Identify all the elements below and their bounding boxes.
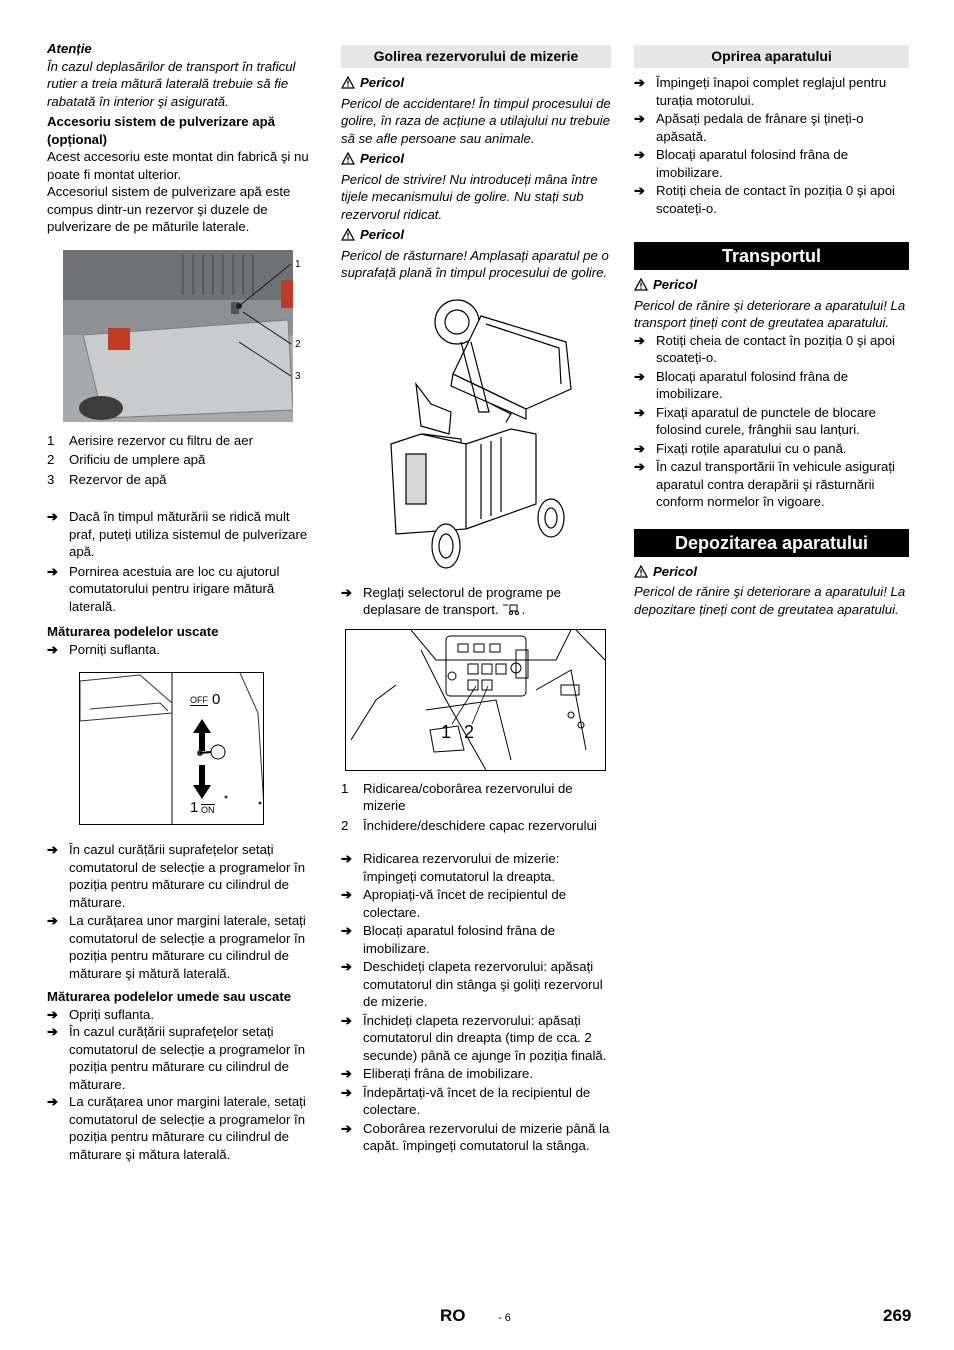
accessory-p1: Acest accesoriu este montat din fabrică şi nu poate fi montat ulterior. bbox=[47, 149, 309, 182]
callout-lines bbox=[63, 250, 323, 428]
arrow-icon: ➔ bbox=[634, 75, 645, 90]
arrow-icon: ➔ bbox=[47, 1024, 58, 1039]
caution-text: În cazul deplasărilor de transport în traficul rutier a treia mătură laterală trebuie să fie rabatată în interior şi asigurată. bbox=[47, 58, 296, 109]
arrow-icon: ➔ bbox=[341, 1120, 352, 1136]
arrow-icon: ➔ bbox=[341, 959, 352, 974]
panel-callout-1: 1 bbox=[441, 721, 452, 742]
step-item: ➔ Coborârea rezervorului de mizerie până la capăt. împingeți comutatorul la stânga. bbox=[341, 1120, 610, 1153]
control-panel-figure bbox=[345, 629, 606, 771]
section-header-transport: Transportul bbox=[634, 242, 909, 270]
arrow-icon: ➔ bbox=[47, 1006, 58, 1022]
danger-block: Pericol Pericol de răsturnare! Amplasați aparatul pe o suprafață plană în timpul procesului de golire. bbox=[341, 227, 609, 280]
step-item: ➔ Apropiați-vă încet de recipientul de colectare. bbox=[341, 887, 567, 920]
legend-list bbox=[47, 432, 319, 489]
step-item: ➔ Rotiți cheia de contact în poziția 0 şi apoi scoateți-o. bbox=[634, 332, 895, 365]
legend-item: 3 Rezervor de apă bbox=[47, 471, 167, 487]
accessory-p2: Accesoriul sistem de pulverizare apă este compus dintr-un rezervor şi duzele de pulverizare de pe măturile laterale. bbox=[47, 184, 291, 234]
danger-block: Pericol Pericol de rănire şi deteriorare a aparatului! La depozitare țineți cont de greutatea aparatului. bbox=[634, 563, 906, 617]
step-item: ➔ Pornirea acestuia are loc cu ajutorul comutatorului pentru irigare mătură laterală. bbox=[47, 563, 280, 614]
step-item: ➔ Eliberați frâna de imobilizare. bbox=[341, 1066, 534, 1081]
arrow-icon: ➔ bbox=[341, 923, 352, 938]
step-item: ➔ Rotiți cheia de contact în poziția 0 şi apoi scoateți-o. bbox=[634, 183, 895, 216]
footer-page-number: 269 bbox=[883, 1306, 912, 1325]
arrow-icon: ➔ bbox=[341, 1066, 352, 1081]
footer-language: RO bbox=[440, 1306, 466, 1325]
legend-list bbox=[341, 780, 611, 835]
arrow-icon: ➔ bbox=[341, 1084, 352, 1100]
step-item: ➔ Reglați selectorul de programe pe deplasare de transport. . bbox=[341, 584, 561, 617]
step-item: ➔ Fixați aparatul de punctele de blocare folosind curele, frânghii sau lanțuri. bbox=[634, 404, 876, 437]
arrow-icon: ➔ bbox=[47, 641, 58, 657]
callout-2: 2 bbox=[295, 338, 301, 350]
step-item: ➔ Împingeți înapoi complet reglajul pentru turația motorului. bbox=[634, 75, 887, 108]
arrow-icon: ➔ bbox=[634, 183, 645, 198]
legend-item: 1 Aerisire rezervor cu filtru de aer bbox=[47, 432, 253, 448]
step-item: ➔ Blocați aparatul folosind frâna de imobilizare. bbox=[634, 147, 849, 180]
dry-title: Măturarea podelelor uscate bbox=[47, 624, 219, 639]
step-item: ➔ Porniți suflanta. bbox=[47, 641, 160, 657]
blower-switch-figure bbox=[79, 672, 264, 825]
arrow-icon: ➔ bbox=[341, 584, 352, 600]
blower-switch-drawing bbox=[80, 673, 263, 824]
section-header-stopping: Oprirea aparatului bbox=[634, 45, 909, 68]
caution-title: Atenție bbox=[47, 41, 92, 56]
arrow-icon: ➔ bbox=[47, 842, 58, 857]
column-3 bbox=[634, 45, 909, 618]
step-item: ➔ În cazul curățării suprafețelor setați comutatorul de selecție a programelor în poziția pentru măturare cu cilindrul de măturare. bbox=[47, 1024, 306, 1092]
control-panel-drawing bbox=[346, 630, 605, 770]
step-item: ➔ Îndepărtați-vă încet de la recipientul de colectare. bbox=[341, 1084, 591, 1117]
column-1 bbox=[47, 40, 319, 1163]
section-header-emptying: Golirea rezervorului de mizerie bbox=[341, 45, 611, 68]
step-item: ➔ Dacă în timpul măturării se ridică mult praf, puteți utiliza sistemul de pulverizare apă. bbox=[47, 509, 308, 559]
switch-zero-label: 0 bbox=[212, 691, 221, 708]
warning-triangle-icon bbox=[341, 228, 355, 241]
accessory-title: Accesoriu sistem de pulverizare apă (opțional) bbox=[47, 114, 275, 147]
step-item: ➔ Opriți suflanta. bbox=[47, 1006, 155, 1022]
warning-triangle-icon bbox=[634, 278, 648, 291]
dirt-tank-raised-drawing bbox=[361, 294, 583, 576]
arrow-icon: ➔ bbox=[341, 1012, 352, 1028]
warning-triangle-icon bbox=[341, 152, 355, 165]
warning-triangle-icon bbox=[341, 76, 355, 89]
arrow-icon: ➔ bbox=[47, 913, 58, 928]
legend-item: 2 Orificiu de umplere apă bbox=[47, 452, 206, 467]
arrow-icon: ➔ bbox=[634, 111, 645, 126]
arrow-icon: ➔ bbox=[47, 1094, 58, 1109]
arrow-icon: ➔ bbox=[634, 404, 645, 420]
danger-block: Pericol Pericol de strivire! Nu introduceți mâna între tijele mecanismului de golire. Nu stați sub rezervorul ridicat. bbox=[341, 151, 598, 222]
danger-block: Pericol Pericol de rănire şi deteriorare a aparatului! La transport țineți cont de greutatea aparatului. bbox=[634, 277, 906, 330]
step-item: ➔ Deschideți clapeta rezervorului: apăsați comutatorul din stânga şi goliți rezervorul de mizerie. bbox=[341, 959, 603, 1009]
step-item: ➔ Apăsați pedala de frânare şi țineți-o apăsată. bbox=[634, 111, 864, 144]
danger-block: Pericol Pericol de accidentare! În timpul procesului de golire, în raza de acțiune a utilajului nu trebuie să se afle persoane sau animale. bbox=[341, 75, 611, 146]
legend-item: 2 Închidere/deschidere capac rezervorului bbox=[341, 817, 597, 833]
arrow-icon: ➔ bbox=[634, 147, 645, 162]
section-header-storage: Depozitarea aparatului bbox=[634, 529, 909, 557]
switch-off-label: OFF bbox=[190, 695, 208, 705]
arrow-icon: ➔ bbox=[634, 459, 645, 474]
step-item: ➔ La curățarea unor margini laterale, setați comutatorul de selecție a programelor în poziția pentru măturare cu cilindrul de măturare şi mătura laterală. bbox=[47, 1094, 306, 1162]
step-item: ➔ În cazul curățării suprafețelor setați comutatorul de selecție a programelor în poziția pentru măturare cu cilindrul de măturare. bbox=[47, 842, 306, 910]
callout-3: 3 bbox=[295, 370, 301, 382]
step-item: ➔ În cazul transportării în vehicule asigurați aparatul contra derapării şi răsturnării conform normelor în vigoare. bbox=[634, 459, 895, 509]
step-item: ➔ Blocați aparatul folosind frâna de imobilizare. bbox=[634, 368, 849, 401]
wet-title: Măturarea podelelor umede sau uscate bbox=[47, 989, 292, 1004]
step-item: ➔ Fixați roțile aparatului cu o pană. bbox=[634, 440, 847, 456]
arrow-icon: ➔ bbox=[47, 509, 58, 524]
warning-triangle-icon bbox=[634, 565, 648, 578]
column-2 bbox=[341, 45, 611, 1155]
step-item: ➔ Închideți clapeta rezervorului: apăsați comutatorul din dreapta (timp de cca. 2 secunde) până ce ajunge în poziția finală. bbox=[341, 1012, 607, 1063]
step-item: ➔ Blocați aparatul folosind frâna de imobilizare. bbox=[341, 923, 556, 956]
step-item: ➔ Ridicarea rezervorului de mizerie: împingeți comutatorul la dreapta. bbox=[341, 851, 560, 884]
transport-mode-icon bbox=[502, 603, 522, 615]
panel-callout-2: 2 bbox=[464, 721, 475, 742]
arrow-icon: ➔ bbox=[634, 440, 645, 456]
arrow-icon: ➔ bbox=[341, 851, 352, 866]
arrow-icon: ➔ bbox=[47, 563, 58, 579]
callout-1: 1 bbox=[295, 258, 301, 270]
step-item: ➔ La curățarea unor margini laterale, setați comutatorul de selecție a programelor în poziția pentru măturare cu cilindrul de măturare şi mătură laterală. bbox=[47, 913, 306, 981]
water-tank-figure bbox=[63, 250, 323, 428]
arrow-icon: ➔ bbox=[634, 332, 645, 348]
footer-local-page: - 6 bbox=[498, 1312, 511, 1324]
arrow-icon: ➔ bbox=[341, 887, 352, 902]
switch-one-label: 1 bbox=[190, 799, 199, 816]
switch-on-label: ON bbox=[201, 805, 215, 815]
arrow-icon: ➔ bbox=[634, 368, 645, 384]
legend-item: 1 Ridicarea/coborârea rezervorului de mizerie bbox=[341, 780, 573, 813]
